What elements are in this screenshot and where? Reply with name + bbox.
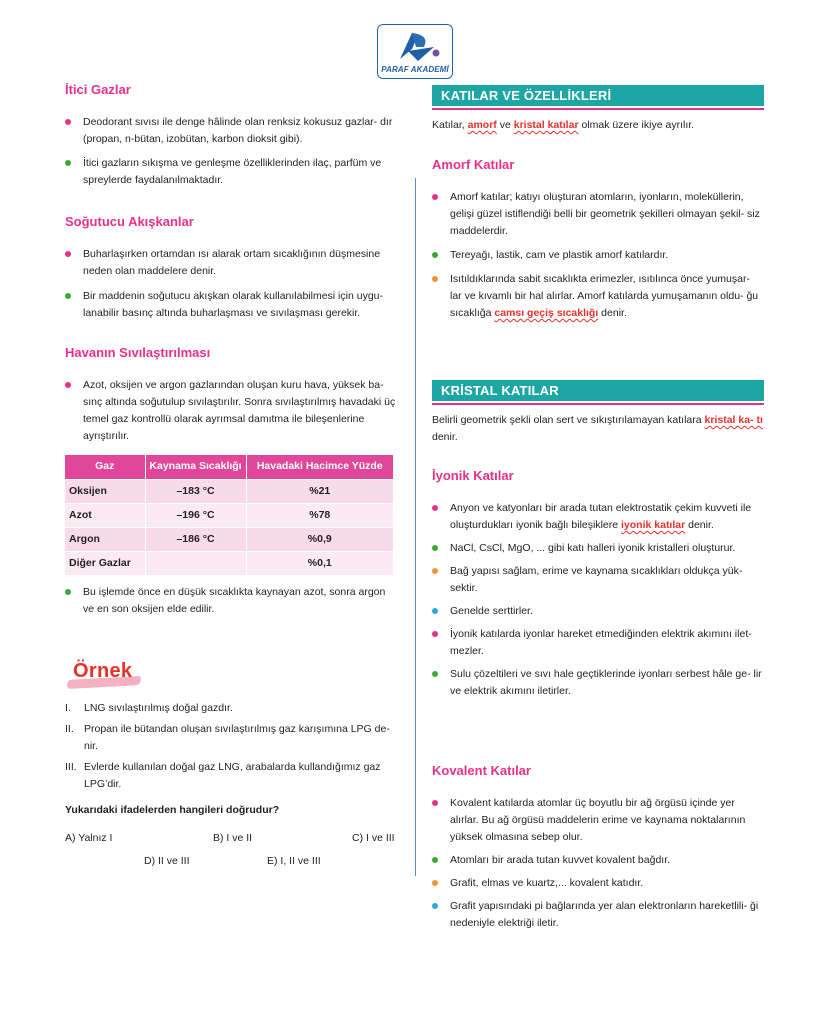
bullet-text: Buharlaşırken ortamdan ısı alarak ortam sıcaklığının düşmesine neden olan maddelere denir. bbox=[83, 248, 381, 277]
text: Katılar, bbox=[432, 119, 468, 131]
text: Belirli geometrik şekli olan sert ve sıkıştırılamayan katılara bbox=[432, 414, 705, 426]
highlight: amorf bbox=[467, 119, 497, 131]
table-cell: Azot bbox=[65, 503, 145, 527]
table-cell: Diğer Gazlar bbox=[65, 551, 145, 575]
bullet-dot-icon bbox=[432, 194, 438, 200]
section-title-hava: Havanın Sıvılaştırılması bbox=[65, 345, 211, 360]
highlight: kristal katılar bbox=[513, 119, 579, 131]
bullet-text: Bir maddenin soğutucu akışkan olarak kullanılabilmesi için uygu- lanabilir basınç altında buharlaşması ve sıvılaşması gerekir. bbox=[83, 290, 383, 319]
column-divider bbox=[415, 178, 416, 876]
bullet-item bbox=[432, 875, 764, 892]
bullet-item bbox=[432, 500, 764, 534]
bullet-text: Tereyağı, lastik, cam ve plastik amorf katılardır. bbox=[450, 249, 669, 261]
bullet-item bbox=[432, 271, 764, 322]
statement-text: Propan ile bütandan oluşan sıvılaştırılmış gaz karışımına LPG de- nir. bbox=[84, 723, 390, 752]
table-row bbox=[65, 479, 394, 503]
bullet-text: Bağ yapısı sağlam, erime ve kaynama sıcaklıkları oldukça yük- sektir. bbox=[450, 565, 743, 594]
bullet-item bbox=[65, 114, 397, 148]
bullet-item bbox=[65, 377, 397, 445]
bullet-dot-icon bbox=[432, 568, 438, 574]
left-column bbox=[65, 78, 397, 874]
band-katilar bbox=[432, 85, 764, 110]
bullet-item bbox=[65, 246, 397, 280]
bullet-text: Deodorant sıvısı ile denge hâlinde olan renksiz kokusuz gazlar- dır (propan, n-bütan, izobütan, karbon dioksit gibi). bbox=[83, 116, 393, 145]
bullet-text: İtici gazların sıkışma ve genleşme özelliklerinden ilaç, parfüm ve spreylerde faydalanılmaktadır. bbox=[83, 157, 382, 186]
table-header-row bbox=[65, 455, 394, 479]
highlight: iyonik katılar bbox=[621, 519, 686, 531]
bullet-dot-icon bbox=[65, 119, 71, 125]
table-header: Havadaki Hacimce Yüzde bbox=[246, 455, 394, 479]
statement-number: II. bbox=[65, 723, 74, 735]
logo-mark-icon bbox=[378, 25, 451, 67]
table-row bbox=[65, 551, 394, 575]
bullet-dot-icon bbox=[65, 160, 71, 166]
bullet-text: NaCl, CsCl, MgO, ... gibi katı halleri iyonik kristalleri oluşturur. bbox=[450, 542, 736, 554]
question-text: Yukarıdaki ifadelerden hangileri doğrudur? bbox=[65, 804, 280, 816]
section-title-itici: İtici Gazlar bbox=[65, 82, 131, 97]
bullet-item bbox=[432, 563, 764, 597]
option-a[interactable]: A) Yalnız I bbox=[65, 832, 113, 844]
answer-options bbox=[65, 830, 397, 874]
table-cell: –196 °C bbox=[145, 503, 246, 527]
option-d[interactable]: D) II ve III bbox=[144, 855, 190, 867]
logo bbox=[377, 24, 453, 79]
table-row bbox=[65, 503, 394, 527]
bullet-item bbox=[432, 626, 764, 660]
bullet-item bbox=[65, 288, 397, 322]
statement-text: Evlerde kullanılan doğal gaz LNG, arabalarda kullandığımız gaz LPG’dir. bbox=[84, 761, 381, 790]
bullet-text: Amorf katılar; katıyı oluşturan atomların, iyonların, moleküllerin, gelişi güzel istiflendiği belli bir geometrik şekilleri olmayan şekil- siz maddelerdir. bbox=[450, 191, 760, 237]
right-column bbox=[432, 78, 764, 932]
section-title-iyonik: İyonik Katılar bbox=[432, 468, 514, 483]
bullet-text: Isıtıldıklarında sabit sıcaklıkta erimezler, ısıtılınca önce yumuşar- lar ve kıvamlı bir hal alırlar. Amorf katılarda yumuşamanın oldu- ğu sıcaklığa bbox=[450, 273, 759, 319]
statement-item bbox=[65, 721, 397, 755]
table-cell bbox=[145, 551, 246, 575]
bullet-text: Anyon ve katyonları bir arada tutan elektrostatik çekim kuvveti ile oluşturdukları iyonik bağlı bileşiklere bbox=[450, 502, 752, 531]
bullet-dot-icon bbox=[432, 800, 438, 806]
statement-item bbox=[65, 759, 397, 793]
bullet-item bbox=[432, 603, 764, 620]
table-cell: %0,9 bbox=[246, 527, 394, 551]
table-cell: Oksijen bbox=[65, 479, 145, 503]
example-label bbox=[65, 658, 397, 694]
table-cell: Argon bbox=[65, 527, 145, 551]
band-title: KATILAR VE ÖZELLİKLERİ bbox=[432, 85, 764, 106]
bullet-item bbox=[432, 852, 764, 869]
bullet-dot-icon bbox=[65, 293, 71, 299]
bullet-text: Bu işlemde önce en düşük sıcaklıkta kaynayan azot, sonra argon ve en son oksijen elde edilir. bbox=[83, 586, 386, 615]
bullet-dot-icon bbox=[65, 251, 71, 257]
bullet-dot-icon bbox=[432, 631, 438, 637]
section-title-sogutucu: Soğutucu Akışkanlar bbox=[65, 214, 194, 229]
band-underline bbox=[432, 403, 764, 405]
option-e[interactable]: E) I, II ve III bbox=[267, 855, 321, 867]
bullet-dot-icon bbox=[432, 671, 438, 677]
bullet-item bbox=[65, 584, 397, 618]
table-cell: –186 °C bbox=[145, 527, 246, 551]
bullet-text: denir. bbox=[598, 307, 627, 319]
band-underline bbox=[432, 108, 764, 110]
table-cell: %0,1 bbox=[246, 551, 394, 575]
bullet-text: İyonik katılarda iyonlar hareket etmediğinden elektrik akımını ilet- mezler. bbox=[450, 628, 752, 657]
katilar-intro bbox=[432, 117, 764, 134]
bullet-item bbox=[65, 155, 397, 189]
statement-text: LNG sıvılaştırılmış doğal gazdır. bbox=[84, 702, 233, 714]
bullet-text: Azot, oksijen ve argon gazlarından oluşan kuru hava, yüksek ba- sınç altında soğutulup sıvılaştırılır. Sonra sıvılaştırılmış havadaki üç temel gaz kontrollü olarak ayrımsal damıtma ile bileşenlerine ayrıştırılır. bbox=[83, 379, 396, 442]
bullet-text: denir. bbox=[685, 519, 714, 531]
bullet-text: Sulu çözeltileri ve sıvı hale geçtiklerinde iyonları serbest hâle ge- lir ve elektrik akımını iletirler. bbox=[450, 668, 762, 697]
bullet-dot-icon bbox=[432, 505, 438, 511]
bullet-dot-icon bbox=[432, 276, 438, 282]
bullet-dot-icon bbox=[432, 545, 438, 551]
bullet-item bbox=[432, 795, 764, 846]
kristal-intro bbox=[432, 412, 764, 446]
statement-item bbox=[65, 700, 397, 717]
table-row bbox=[65, 527, 394, 551]
example-title: Örnek bbox=[73, 660, 133, 682]
logo-text: PARAF AKADEMİ bbox=[381, 65, 449, 74]
highlight: camsı geçiş sıcaklığı bbox=[494, 307, 599, 319]
bullet-text: Grafit yapısındaki pi bağlarında yer alan elektronların hareketlili- ği nedeniyle elektriği iletir. bbox=[450, 900, 759, 929]
table-cell: %78 bbox=[246, 503, 394, 527]
band-kristal bbox=[432, 380, 764, 405]
table-header: Gaz bbox=[65, 455, 145, 479]
bullet-dot-icon bbox=[65, 589, 71, 595]
highlight: kristal ka- tı bbox=[704, 414, 763, 426]
bullet-dot-icon bbox=[432, 880, 438, 886]
bullet-text: Kovalent katılarda atomlar üç boyutlu bir ağ örgüsü içinde yer alırlar. Bu ağ örgüsü maddelerin erime ve kaynama noktalarının yüksek olmasına sebep olur. bbox=[450, 797, 746, 843]
bullet-item bbox=[432, 666, 764, 700]
band-title: KRİSTAL KATILAR bbox=[432, 380, 764, 401]
statement-number: III. bbox=[65, 761, 77, 773]
table-cell: %21 bbox=[246, 479, 394, 503]
bullet-text: Grafit, elmas ve kuartz,... kovalent katıdır. bbox=[450, 877, 644, 889]
bullet-dot-icon bbox=[432, 252, 438, 258]
bullet-item bbox=[432, 189, 764, 240]
option-c[interactable]: C) I ve III bbox=[352, 832, 395, 844]
bullet-dot-icon bbox=[432, 857, 438, 863]
bullet-item bbox=[432, 898, 764, 932]
text: denir. bbox=[432, 431, 458, 443]
bullet-dot-icon bbox=[432, 903, 438, 909]
section-title-kovalent: Kovalent Katılar bbox=[432, 763, 531, 778]
bullet-dot-icon bbox=[65, 382, 71, 388]
section-title-amorf: Amorf Katılar bbox=[432, 157, 515, 172]
bullet-item bbox=[432, 247, 764, 264]
option-b[interactable]: B) I ve II bbox=[213, 832, 253, 844]
bullet-dot-icon bbox=[432, 608, 438, 614]
bullet-item bbox=[432, 540, 764, 557]
table-header: Kaynama Sıcaklığı bbox=[145, 455, 246, 479]
text: olmak üzere ikiye ayrılır. bbox=[578, 119, 695, 131]
table-cell: –183 °C bbox=[145, 479, 246, 503]
text: ve bbox=[496, 119, 514, 131]
statement-number: I. bbox=[65, 702, 71, 714]
bullet-text: Genelde serttirler. bbox=[450, 605, 533, 617]
bullet-text: Atomları bir arada tutan kuvvet kovalent bağdır. bbox=[450, 854, 671, 866]
gas-table bbox=[65, 455, 394, 575]
